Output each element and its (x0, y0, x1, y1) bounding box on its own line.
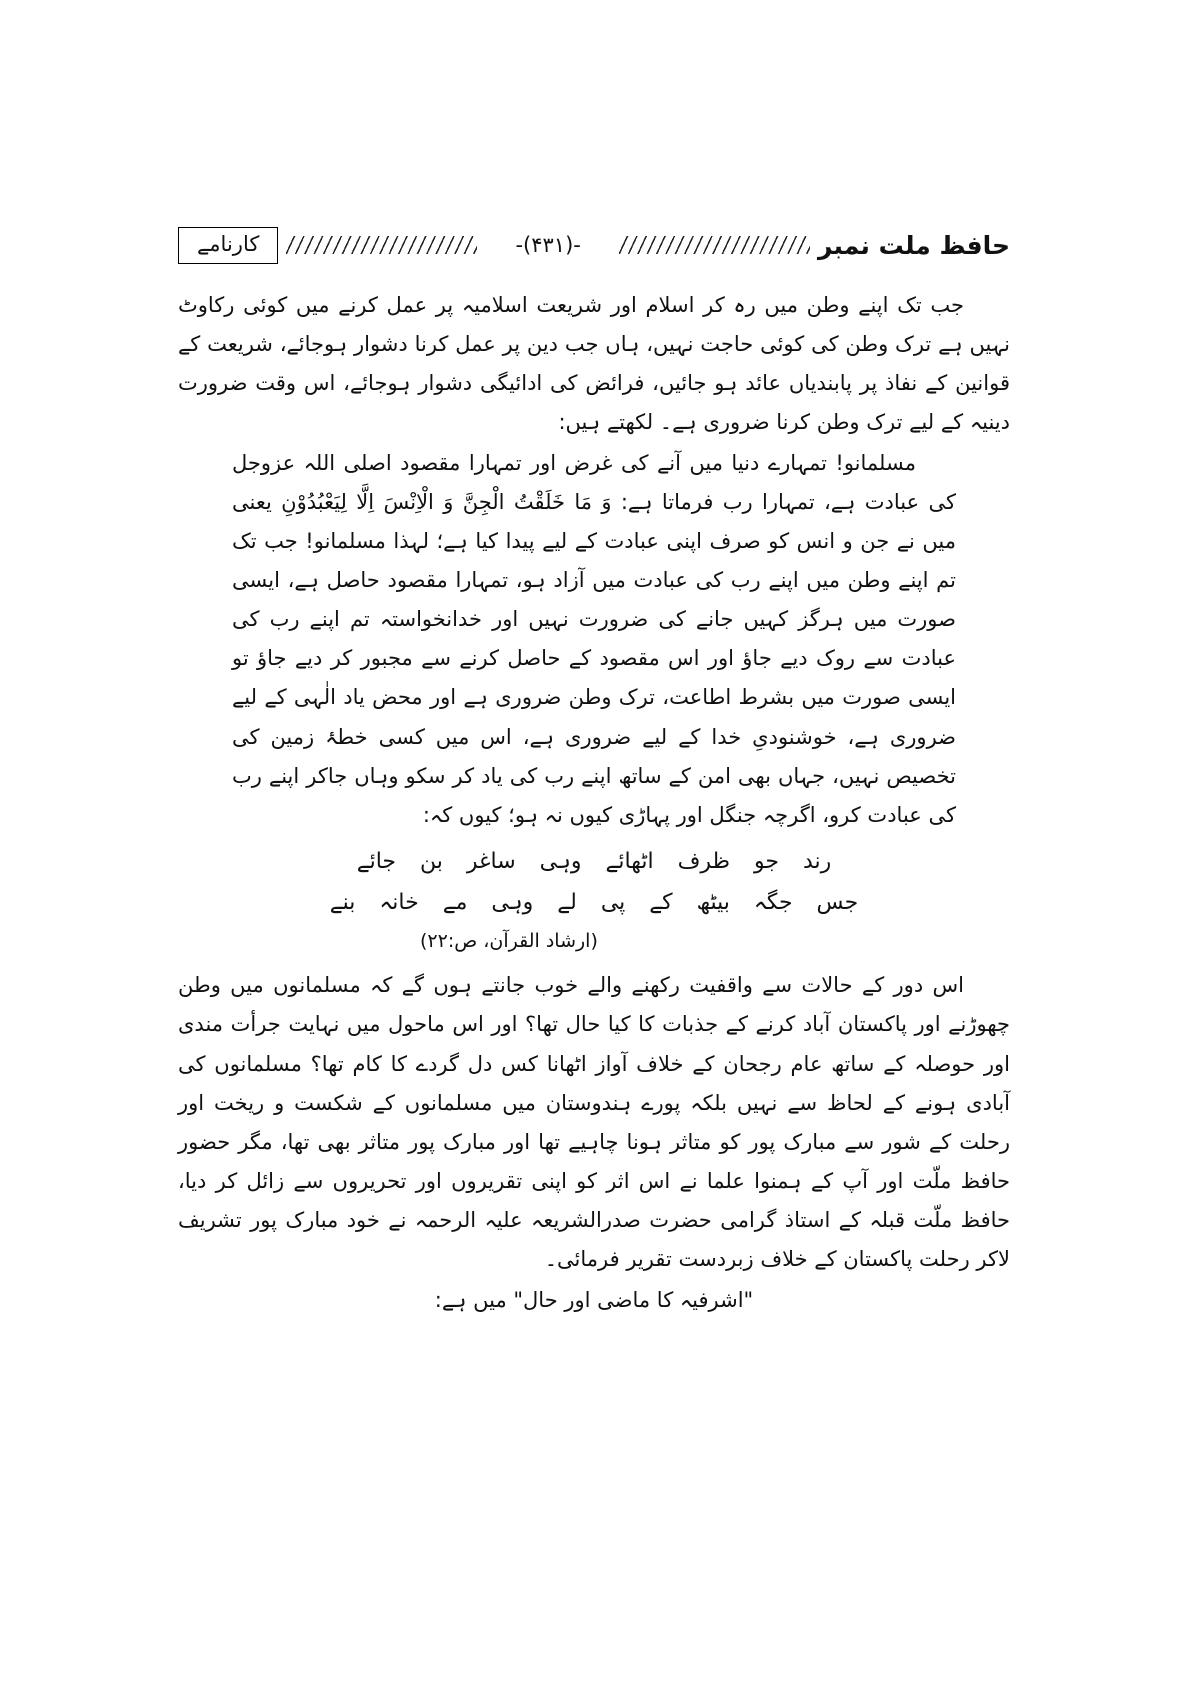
closing-reference-line: "اشرفیہ کا ماضی اور حال" میں ہے: (434, 1287, 754, 1312)
decorative-hatch-rule (619, 235, 810, 255)
paragraph-intro: جب تک اپنے وطن میں رہ کر اسلام اور شریعت اسلامیہ پر عمل کرنے میں کوئی رکاوٹ نہیں ہے ترک وطن کی کوئی حاجت نہیں، ہاں جب دین پر عمل کرنا دشوار ہوجائے، شریعت کے قوانین کے نفاذ پر پابندیاں عائد ہو جائیں، فرائض کی ادائیگی دشوار ہوجائے، اس وقت ضرورت دینیہ کے لیے ترک وطن کرنا ضروری ہے۔ لکھتے ہیں: (178, 293, 1010, 435)
page-header (178, 222, 1010, 268)
paragraph-commentary: اس دور کے حالات سے واقفیت رکھنے والے خوب جانتے ہوں گے کہ مسلمانوں میں وطن چھوڑنے اور پاکستان آباد کرنے کے جذبات کا کیا حال تھا؟ اور اس ماحول میں نہایت جرأت مندی اور حوصلہ کے ساتھ عام رجحان کے خلاف آواز اٹھانا کس دل گردے کا کام تھا؟ مسلمانوں کی آبادی ہونے کے لحاظ سے نہیں بلکہ پورے ہندوستان میں مسلمانوں کے شکست و ریخت اور رحلت کے شور سے مبارک پور کو متاثر ہونا چاہیے تھا اور مبارک پور متاثر بھی تھا، مگر حضور حافظ ملّت اور آپ کے ہمنوا علما نے اس اثر کو اپنی تقریروں اور تحریروں سے زائل کر دیا، حافظ ملّت قبلہ کے استاذ گرامی حضرت صدرالشریعہ علیہ الرحمہ نے خود مبارک پور تشریف لاکر رحلت پاکستان کے خلاف زبردست تقریر فرمائی۔ (178, 973, 1010, 1271)
page-content (178, 222, 1010, 1321)
header-section-label: کارنامے (178, 227, 278, 264)
decorative-hatch-rule (286, 235, 477, 255)
header-book-title: حافظ ملت نمبر (818, 230, 1011, 260)
couplet-line-1: رند جو ظرف اٹھائے وہی ساغر بن جائے (356, 848, 832, 874)
couplet-line-2: جس جگہ بیٹھ کے پی لے وہی مے خانہ بنے (329, 890, 859, 916)
page-body (178, 286, 1010, 1321)
quoted-passage: مسلمانو! تمہارے دنیا میں آنے کی غرض اور تمہارا مقصود اصلی اللہ عزوجل کی عبادت ہے، تمہارا رب فرماتا ہے: وَ مَا خَلَقْتُ الْجِنَّ وَ الْاِنْسَ اِلَّا لِیَعْبُدُوْنِ یعنی میں نے جن و انس کو صرف اپنی عبادت کے لیے پیدا کیا ہے؛ لہذا مسلمانو! جب تک تم اپنے وطن میں اپنے رب کی عبادت میں آزاد ہو، تمہارا مقصود حاصل ہے، ایسی صورت میں ہرگز کہیں جانے کی ضرورت نہیں اور خدانخواستہ تم اپنے رب کی عبادت سے روک دیے جاؤ اور اس مقصود کے حاصل کرنے سے مجبور کر دیے جاؤ تو ایسی صورت میں بشرط اطاعت، ترک وطن ضروری ہے اور محض یاد الٰہی کے لیے ضروری ہے، خوشنودیِ خدا کے لیے ضروری ہے، اس میں کسی خطۂ زمین کی تخصیص نہیں، جہاں بھی امن کے ساتھ اپنے رب کی یاد کر سکو وہاں جاکر اپنے رب کی عبادت کرو، اگرچہ جنگل اور پہاڑی کیوں نہ ہو؛ کیوں کہ: (232, 451, 956, 827)
poetry-couplet (178, 841, 1010, 925)
source-citation: (ارشاد القرآن، ص:۲۲) (420, 930, 598, 953)
page-number: -(۴۳۱)- (515, 233, 581, 257)
